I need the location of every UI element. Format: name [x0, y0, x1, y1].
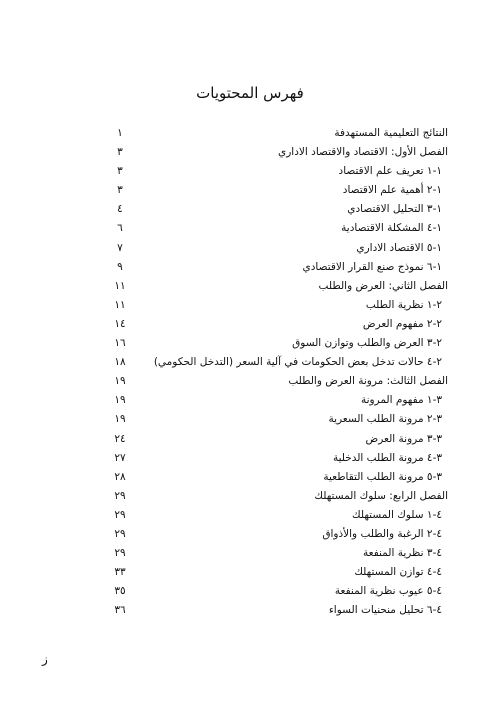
- toc-entry-label: ٣-١ مفهوم المرونة: [360, 394, 442, 407]
- toc-entry-page-number: ٣: [117, 165, 123, 178]
- toc-entry: [108, 239, 448, 258]
- toc-entry-label: ٢-٣ العرض والطلب وتوازن السوق: [292, 337, 442, 350]
- toc-entry-label: الفصل الثاني: العرض والطلب: [318, 279, 448, 292]
- toc-entry: [108, 391, 448, 410]
- toc-entry-page-number: ٣: [117, 184, 123, 197]
- toc-entry-page-number: ١٩: [114, 413, 126, 426]
- toc-entry-page-number: ٢٩: [114, 508, 126, 521]
- toc-entry-page-number: ٣: [117, 146, 123, 159]
- toc-entry-page-number: ٣٦: [114, 604, 126, 617]
- toc-entry-page-number: ١٤: [114, 317, 126, 330]
- toc-entry-page-number: ٢٧: [114, 451, 126, 464]
- toc-entry-label: ٣-٢ مرونة الطلب السعرية: [328, 413, 442, 426]
- toc-entry: [108, 410, 448, 429]
- toc-entry-label: ١-٤ المشكلة الاقتصادية: [341, 222, 442, 235]
- toc-entry-page-number: ١١: [114, 298, 126, 311]
- toc-entry: [108, 315, 448, 334]
- toc-entry: [108, 296, 448, 315]
- toc-entry-page-number: ٢٩: [114, 527, 126, 540]
- toc-entry-label: الفصل الثالث: مرونة العرض والطلب: [288, 375, 448, 388]
- toc-entry: [108, 468, 448, 487]
- toc-entry-label: ٤-١ سلوك المستهلك: [352, 508, 442, 521]
- toc-entry-page-number: ٩: [117, 260, 123, 273]
- toc-entry-label: ٢-٢ مفهوم العرض: [362, 317, 442, 330]
- toc-entry: [108, 353, 448, 372]
- toc-entry: [108, 334, 448, 353]
- toc-entry-label: ١-٥ الاقتصاد الاداري: [356, 241, 442, 254]
- toc-entry: [108, 143, 448, 162]
- toc-entry: [108, 563, 448, 582]
- table-of-contents: [108, 124, 448, 620]
- toc-entry: [108, 449, 448, 468]
- toc-entry-label: ٤-٣ نظرية المنفعة: [363, 547, 442, 560]
- toc-entry: [108, 258, 448, 277]
- toc-entry: [108, 430, 448, 449]
- toc-entry-page-number: ١٩: [114, 394, 126, 407]
- toc-entry: [108, 506, 448, 525]
- toc-entry: [108, 372, 448, 391]
- toc-entry: [108, 582, 448, 601]
- toc-entry: [108, 277, 448, 296]
- toc-entry: [108, 487, 448, 506]
- page-number-footer: ز: [42, 652, 48, 666]
- toc-entry-label: ٤-٦ تحليل منحنيات السواء: [328, 604, 442, 617]
- toc-entry-page-number: ٧: [117, 241, 123, 254]
- toc-entry-page-number: ١: [117, 127, 123, 139]
- toc-entry-page-number: ٢٩: [114, 547, 126, 560]
- toc-entry-page-number: ١٦: [114, 337, 126, 350]
- page-title: فهرس المحتويات: [196, 84, 304, 102]
- toc-entry: [108, 181, 448, 200]
- toc-entry: [108, 601, 448, 620]
- toc-entry-label: ٤-٥ عيوب نظرية المنفعة: [334, 585, 442, 598]
- toc-entry-label: الفصل الأول: الاقتصاد والاقتصاد الاداري: [278, 146, 448, 159]
- toc-entry-page-number: ٣٣: [114, 566, 126, 579]
- toc-entry-label: ٣-٥ مرونة الطلب التقاطعية: [323, 470, 442, 483]
- toc-entry: [108, 219, 448, 238]
- toc-entry-label: ٣-٤ مرونة الطلب الدخلية: [332, 451, 442, 464]
- toc-entry-label: ١-١ تعريف علم الاقتصاد: [338, 165, 442, 178]
- toc-entry-page-number: ١٨: [114, 356, 126, 369]
- toc-entry: [108, 124, 448, 143]
- toc-entry-label: النتائج التعليمية المستهدفة: [334, 127, 448, 139]
- toc-entry-label: ٢-١ نظرية الطلب: [365, 298, 442, 311]
- toc-entry-label: الفصل الرابع: سلوك المستهلك: [314, 489, 448, 502]
- toc-entry: [108, 200, 448, 219]
- toc-entry: [108, 162, 448, 181]
- toc-entry-page-number: ٦: [117, 222, 123, 235]
- toc-entry-page-number: ١٩: [114, 375, 126, 388]
- toc-entry: [108, 544, 448, 563]
- toc-entry: [108, 525, 448, 544]
- toc-entry-label: ٤-٤ توازن المستهلك: [354, 566, 442, 579]
- toc-entry-label: ١-٢ أهمية علم الاقتصاد: [342, 184, 442, 197]
- toc-entry-label: ١-٣ التحليل الاقتصادي: [347, 203, 442, 216]
- toc-entry-page-number: ٤: [117, 203, 123, 216]
- toc-entry-label: ١-٦ نموذج صنع القرار الاقتصادي: [302, 260, 442, 273]
- toc-entry-page-number: ١١: [114, 279, 126, 292]
- toc-entry-label: ٤-٢ الرغبة والطلب والأذواق: [322, 527, 442, 540]
- toc-entry-label: ٣-٣ مرونة العرض: [365, 432, 442, 445]
- toc-entry-page-number: ٢٤: [114, 432, 126, 445]
- toc-entry-page-number: ٢٨: [114, 470, 126, 483]
- toc-entry-page-number: ٢٩: [114, 489, 126, 502]
- toc-entry-page-number: ٣٥: [114, 585, 126, 598]
- toc-entry-label: ٢-٤ حالات تدخل بعض الحكومات في آلية السعر (التدخل الحكومي): [153, 356, 442, 369]
